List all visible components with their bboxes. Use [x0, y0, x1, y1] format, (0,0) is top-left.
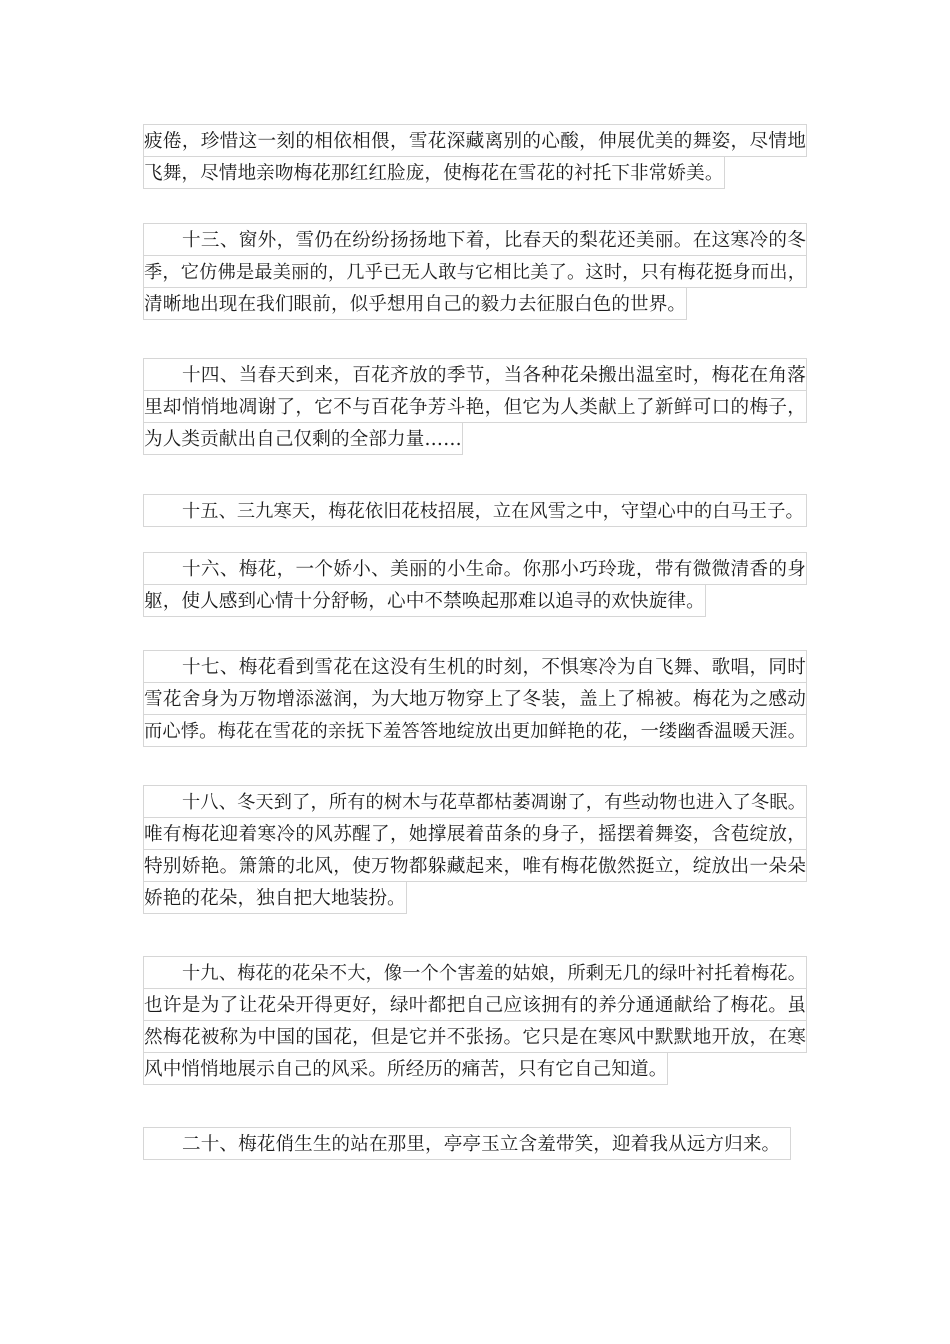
text-line: 十四、当春天到来，百花齐放的季节，当各种花朵搬出温室时，梅花在角落 [143, 358, 807, 391]
text-line: 飞舞，尽情地亲吻梅花那红红脸庞，使梅花在雪花的衬托下非常娇美。 [143, 156, 725, 189]
text-line: 十三、窗外，雪仍在纷纷扬扬地下着，比春天的梨花还美丽。在这寒冷的冬 [143, 223, 807, 256]
text-line: 十五、三九寒天，梅花依旧花枝招展，立在风雪之中，守望心中的白马王子。 [143, 494, 807, 527]
paragraph-14 [143, 358, 807, 454]
text-line: 十七、梅花看到雪花在这没有生机的时刻，不惧寒冷为自飞舞、歌唱，同时 [143, 650, 807, 683]
text-line: 十九、梅花的花朵不大，像一个个害羞的姑娘，所剩无几的绿叶衬托着梅花。 [143, 956, 807, 989]
text-line: 季，它仿佛是最美丽的，几乎已无人敢与它相比美了。这时，只有梅花挺身而出， [143, 255, 807, 288]
text-line: 为人类贡献出自己仅剩的全部力量…… [143, 422, 463, 455]
text-line: 娇艳的花朵，独自把大地装扮。 [143, 881, 407, 914]
paragraph-18 [143, 785, 807, 913]
paragraph-16 [143, 552, 807, 616]
paragraph-15 [143, 494, 807, 526]
text-line: 然梅花被称为中国的国花，但是它并不张扬。它只是在寒风中默默地开放，在寒 [143, 1020, 807, 1053]
paragraph-20 [143, 1127, 807, 1159]
text-line: 二十、梅花俏生生的站在那里，亭亭玉立含羞带笑，迎着我从远方归来。 [143, 1127, 791, 1160]
text-line: 雪花舍身为万物增添滋润，为大地万物穿上了冬装，盖上了棉被。梅花为之感动 [143, 682, 807, 715]
text-line: 特别娇艳。箫箫的北风，使万物都躲藏起来，唯有梅花傲然挺立，绽放出一朵朵 [143, 849, 807, 882]
text-line: 十六、梅花，一个娇小、美丽的小生命。你那小巧玲珑，带有微微清香的身 [143, 552, 807, 585]
text-line: 清晰地出现在我们眼前，似乎想用自己的毅力去征服白色的世界。 [143, 287, 687, 320]
paragraph-12-continued [143, 124, 807, 188]
text-line: 十八、冬天到了，所有的树木与花草都枯萎凋谢了，有些动物也进入了冬眠。 [143, 785, 807, 818]
paragraph-17 [143, 650, 807, 746]
text-line: 也许是为了让花朵开得更好，绿叶都把自己应该拥有的养分通通献给了梅花。虽 [143, 988, 807, 1021]
text-line: 唯有梅花迎着寒冷的风苏醒了，她撑展着苗条的身子，摇摆着舞姿，含苞绽放， [143, 817, 807, 850]
text-line: 而心悸。梅花在雪花的亲抚下羞答答地绽放出更加鲜艳的花，一缕幽香温暖天涯。 [143, 714, 807, 747]
text-line: 里却悄悄地凋谢了，它不与百花争芳斗艳，但它为人类献上了新鲜可口的梅子， [143, 390, 807, 423]
paragraph-19 [143, 956, 807, 1084]
text-line: 躯，使人感到心情十分舒畅，心中不禁唤起那难以追寻的欢快旋律。 [143, 584, 706, 617]
text-line: 风中悄悄地展示自己的风采。所经历的痛苦，只有它自己知道。 [143, 1052, 668, 1085]
paragraph-13 [143, 223, 807, 319]
text-line: 疲倦，珍惜这一刻的相依相偎，雪花深藏离别的心酸，伸展优美的舞姿，尽情地 [143, 124, 807, 157]
